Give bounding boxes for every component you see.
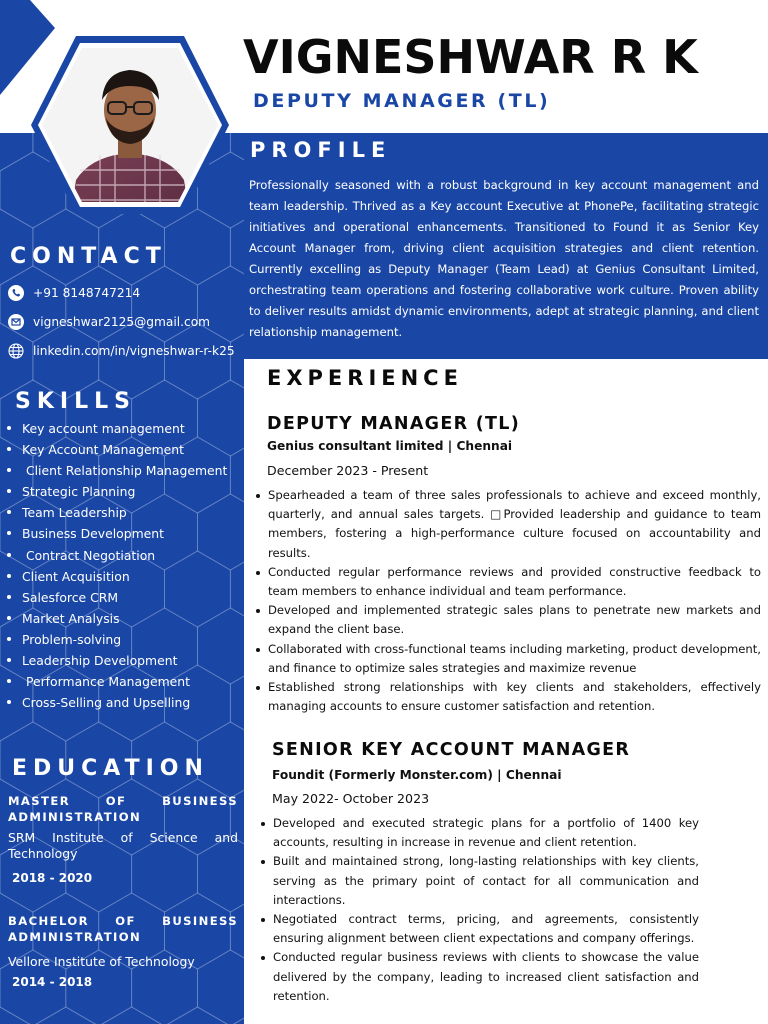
contact-heading: CONTACT: [10, 244, 167, 269]
education-years: 2018 - 2020: [12, 871, 93, 885]
globe-icon: [8, 343, 24, 359]
job-bullet: Developed and implemented strategic sales plans to penetrate new markets and expand the client base.: [254, 601, 761, 639]
job-bullet: Established strong relationships with key clients and stakeholders, effectively managing accounts to ensure customer satisfaction and retention.: [254, 678, 761, 716]
education-degree: [8, 913, 238, 945]
contact-email-text: vigneshwar2125@gmail.com: [33, 315, 211, 329]
skill-item: Market Analysis: [7, 608, 243, 629]
job-bullet: Built and maintained strong, long-lasting relationships with key clients, serving as the primary point of contact for all communication and interactions.: [259, 852, 699, 910]
job-dates: December 2023 - Present: [267, 463, 429, 478]
job-bullets: [259, 814, 699, 1006]
skill-item: Performance Management: [7, 671, 243, 692]
degree-word: BACHELOR: [8, 914, 89, 928]
job-bullet: Negotiated contract terms, pricing, and agreements, consistently ensuring alignment between client expectations and company offerings.: [259, 910, 699, 948]
job-bullet: Developed and executed strategic plans for a portfolio of 1400 key accounts, resulting in increase in revenue and client retention.: [259, 814, 699, 852]
job-bullet: Spearheaded a team of three sales professionals to achieve and exceed monthly, quarterly, and annual sales targets. □Provided leadership and guidance to team members, fostering a high-performance culture focused on accountability and results.: [254, 486, 761, 563]
skill-item: Problem-solving: [7, 629, 243, 650]
contact-phone-text: +91 8148747214: [33, 286, 141, 300]
degree-word: OF: [115, 914, 136, 928]
skills-heading: SKILLS: [15, 389, 136, 414]
skill-item: Strategic Planning: [7, 481, 243, 502]
mail-icon: [8, 314, 24, 330]
skill-item: Client Relationship Management: [7, 460, 243, 481]
skill-item: Key account management: [7, 418, 243, 439]
skill-item: Leadership Development: [7, 650, 243, 671]
job-bullet: Conducted regular performance reviews and provided constructive feedback to team members to enhance individual and team performance.: [254, 563, 761, 601]
job-company: Genius consultant limited | Chennai: [267, 439, 513, 453]
job-title: DEPUTY MANAGER (TL): [267, 414, 521, 434]
contact-email[interactable]: [8, 314, 210, 330]
skills-list: [7, 418, 243, 713]
education-school: SRM Institute of Science and Technology: [8, 830, 238, 861]
job-bullets: [254, 486, 761, 716]
skill-item: Client Acquisition: [7, 566, 243, 587]
profile-heading: PROFILE: [250, 138, 392, 162]
phone-icon: [8, 285, 24, 301]
experience-heading: EXPERIENCE: [267, 366, 463, 390]
degree-word: BUSINESS: [162, 794, 238, 808]
profile-photo: [30, 30, 230, 220]
job-bullet: Collaborated with cross-functional teams including marketing, product development, and finance to optimize sales strategies and maximize revenue: [254, 640, 761, 678]
skill-item: Key Account Management: [7, 439, 243, 460]
degree-word: OF: [105, 794, 127, 808]
degree-word: BUSINESS: [162, 914, 238, 928]
degree-word: ADMINISTRATION: [8, 930, 142, 944]
job-dates: May 2022- October 2023: [272, 791, 430, 806]
contact-linkedin-text: linkedin.com/in/vigneshwar-r-k25: [33, 344, 235, 358]
education-years: 2014 - 2018: [12, 975, 93, 989]
contact-linkedin[interactable]: [8, 343, 235, 359]
candidate-role: DEPUTY MANAGER (TL): [253, 90, 551, 112]
education-school: Vellore Institute of Technology: [8, 954, 195, 969]
skill-item: Cross-Selling and Upselling: [7, 692, 243, 713]
education-heading: EDUCATION: [12, 756, 209, 781]
skill-item: Contract Negotiation: [7, 545, 243, 566]
skill-item: Salesforce CRM: [7, 587, 243, 608]
job-bullet: Conducted regular business reviews with clients to showcase the value delivered by the company, leading to increased client satisfaction and retention.: [259, 948, 699, 1006]
profile-summary: Professionally seasoned with a robust background in key account management and team leadership. Thrived as a Key account Executive at PhonePe, facilitating strategic initiatives and operational enhancements. Transitioned to Found it as Senior Key Account Manager from, driving client acquisition strategies and client retention. Currently excelling as Deputy Manager (Team Lead) at Genius Consultant Limited, orchestrating team operations and fostering collaborative work culture. Proven ability to deliver results amidst dynamic environments, adept at strategic planning, and client relationship management.: [249, 178, 759, 339]
education-degree: [8, 793, 238, 825]
skill-item: Business Development: [7, 523, 243, 544]
degree-word: ADMINISTRATION: [8, 810, 142, 824]
candidate-name: VIGNESHWAR R K: [243, 30, 698, 84]
job-title: SENIOR KEY ACCOUNT MANAGER: [272, 740, 631, 760]
skill-item: Team Leadership: [7, 502, 243, 523]
contact-phone[interactable]: [8, 285, 140, 301]
degree-word: MASTER: [8, 794, 71, 808]
job-company: Foundit (Formerly Monster.com) | Chennai: [272, 768, 562, 782]
